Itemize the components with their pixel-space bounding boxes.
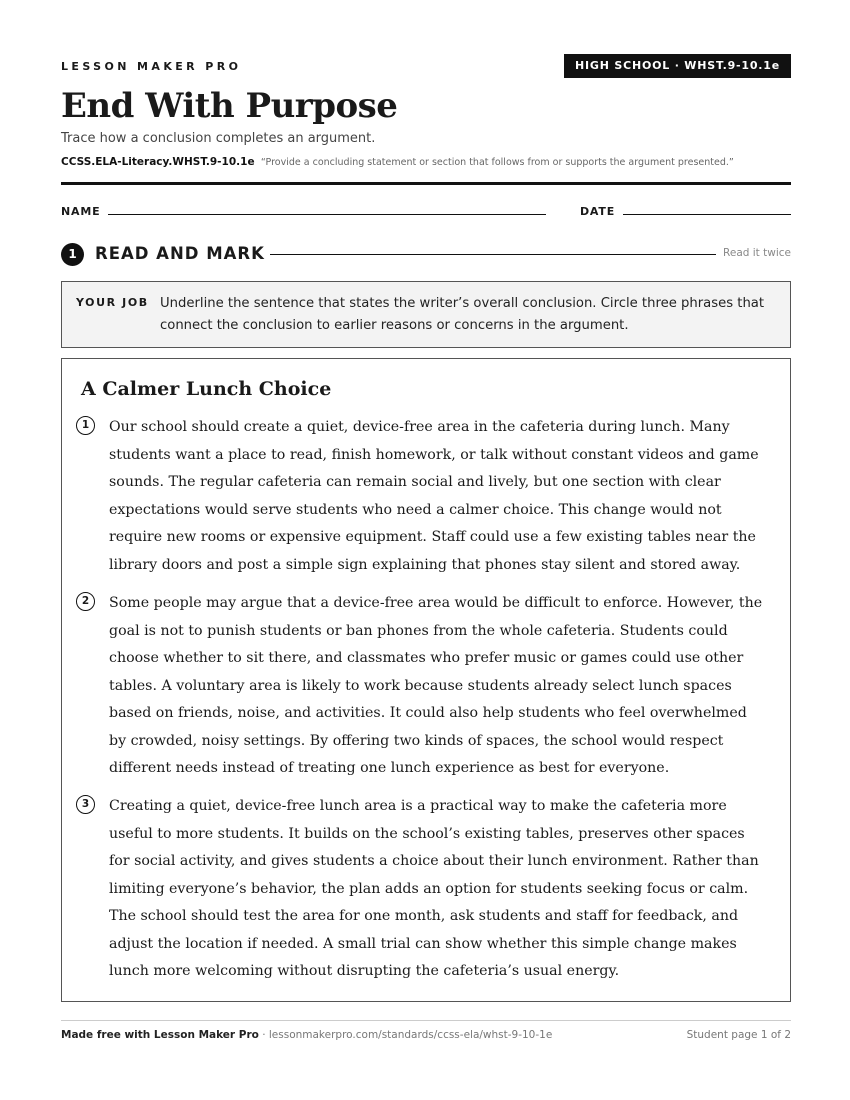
footer-divider <box>61 1020 791 1021</box>
date-field[interactable] <box>623 214 791 215</box>
standard-code: CCSS.ELA-Literacy.WHST.9-10.1e <box>61 156 255 168</box>
name-field[interactable] <box>108 214 546 215</box>
paragraph-number: 2 <box>76 592 95 611</box>
standard-line <box>61 156 734 168</box>
brand-name: LESSON MAKER PRO <box>61 60 242 73</box>
task-label: YOUR JOB <box>76 296 149 309</box>
reading-passage <box>61 358 791 1002</box>
footer-credit <box>61 1029 552 1041</box>
task-box <box>61 281 791 348</box>
section-title: READ AND MARK <box>95 244 265 263</box>
paragraph-number: 3 <box>76 795 95 814</box>
paragraph-text: Our school should create a quiet, device-free area in the cafeteria during lunch. Many students want a place to read, finish homework, or talk without constant videos and game sounds. The regular cafeteria can remain social and lively, but one section with clear expectations would serve students who need a calmer choice. This change would not require new rooms or expensive equipment. Staff could use a few existing tables near the library doors and post a simple sign explaining that phones stay silent and stored away. <box>109 419 759 573</box>
page-subtitle: Trace how a conclusion completes an argument. <box>61 131 376 146</box>
footer-brand: Made free with Lesson Maker Pro <box>61 1029 259 1041</box>
section-number-badge: 1 <box>61 243 84 266</box>
header-divider <box>61 182 791 185</box>
passage-title: A Calmer Lunch Choice <box>81 378 332 400</box>
section-header <box>61 242 791 268</box>
paragraph-number: 1 <box>76 416 95 435</box>
standard-quote: “Provide a concluding statement or section that follows from or supports the argument presented.” <box>260 157 734 168</box>
page-title: End With Purpose <box>61 86 398 126</box>
paragraph-text: Creating a quiet, device-free lunch area is a practical way to make the cafeteria more useful to more students. It builds on the school’s existing tables, preserves other spaces for social activity, and gives students a choice about their lunch environment. Rather than limiting everyone’s behavior, the plan adds an option for students seeking focus or calm. The school should test the area for one month, ask students and staff for feedback, and adjust the location if needed. A small trial can show whether this simple change makes lunch more welcoming without disrupting the cafeteria’s usual energy. <box>109 798 759 979</box>
header-row <box>61 54 791 80</box>
date-label: DATE <box>580 205 616 218</box>
section-note: Read it twice <box>723 247 791 259</box>
page-indicator: Student page 1 of 2 <box>686 1029 791 1041</box>
paragraph-text: Some people may argue that a device-free area would be difficult to enforce. However, the goal is not to punish students or ban phones from the whole cafeteria. Students could choose whether to sit there, and classmates who prefer music or games could use other tables. A voluntary area is likely to work because students already select lunch spaces based on friends, noise, and activities. It could also help students who feel overwhelmed by crowded, noisy settings. By offering two kinds of spaces, the school would respect different needs instead of treating one lunch experience as best for everyone. <box>109 595 763 776</box>
section-divider <box>270 254 716 255</box>
level-badge: HIGH SCHOOL · WHST.9-10.1e <box>564 54 791 78</box>
footer-url[interactable]: lessonmakerpro.com/standards/ccss-ela/whst-9-10-1e <box>268 1029 553 1041</box>
task-instructions: Underline the sentence that states the writer’s overall conclusion. Circle three phrases that connect the conclusion to earlier reasons or concerns in the argument. <box>160 296 765 333</box>
name-label: NAME <box>61 205 101 218</box>
footer-separator: · <box>258 1029 269 1041</box>
